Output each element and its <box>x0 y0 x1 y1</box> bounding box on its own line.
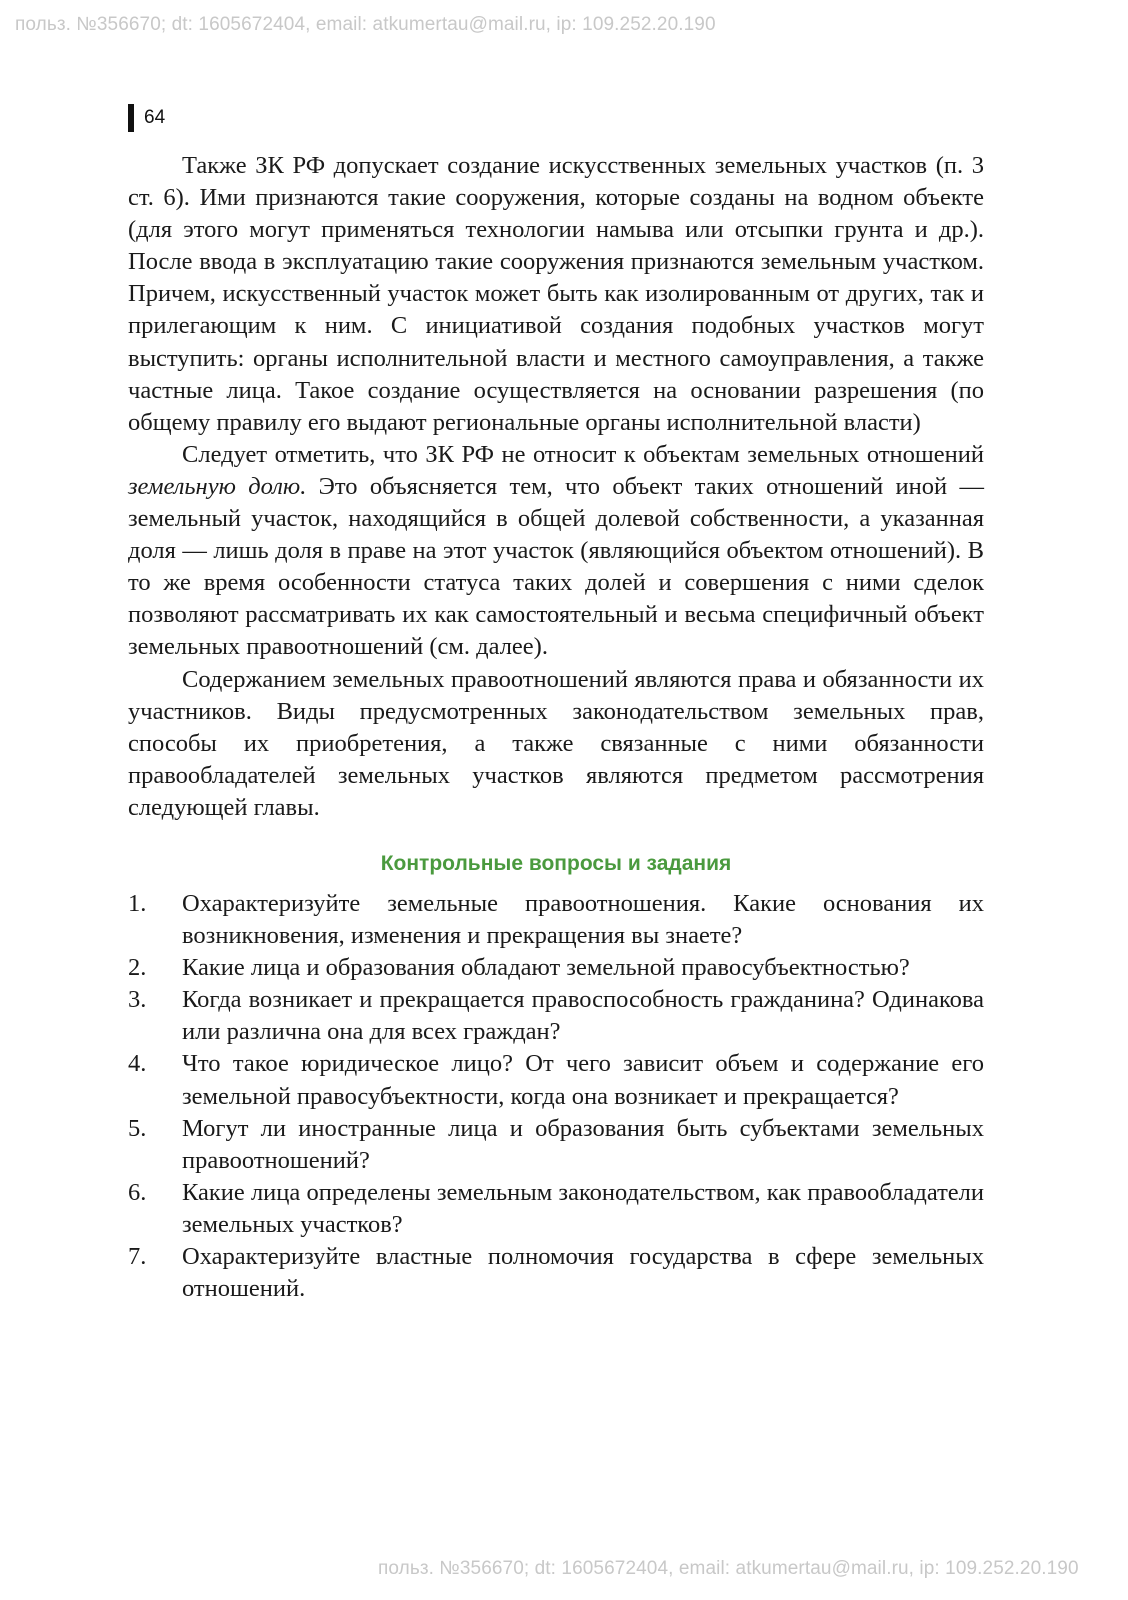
section-heading: Контрольные вопросы и задания <box>380 851 732 875</box>
question-item <box>128 952 984 984</box>
question-number: 1. <box>128 889 147 917</box>
question-item <box>128 888 984 952</box>
question-text: Что такое юридическое лицо? От чего зависит объем и содержание его земельной правосубъектности, когда она возникает и прекращается? <box>182 1050 984 1110</box>
question-number: 2. <box>128 954 147 982</box>
question-text: Охарактеризуйте властные полномочия государства в сфере земельных отношений. <box>182 1243 984 1303</box>
question-number: 4. <box>128 1050 147 1078</box>
question-item <box>128 1113 984 1177</box>
question-item <box>128 1048 984 1112</box>
question-number: 6. <box>128 1178 147 1206</box>
question-number: 5. <box>128 1114 147 1142</box>
question-item <box>128 1177 984 1241</box>
question-text: Могут ли иностранные лица и образования быть субъектами земельных правоотношений? <box>182 1114 984 1174</box>
page-number-text: 64 <box>144 107 166 128</box>
question-item <box>128 1241 984 1305</box>
paragraph-land-share-end: Это объясняется тем, что объект таких отношений иной — земельный участок, находящийся в общей долевой собственности, а указанная доля — лишь доля в праве на этот участок (являющийся объектом отношений). В то же время особенности статуса таких долей и совершения с ними сделок позволяют рассматривать их как самостоятельный и весьма специфичный объект земельных правоотношений (см. далее). <box>128 472 984 661</box>
paragraph-land-share <box>128 439 984 664</box>
questions-list <box>128 888 984 1305</box>
question-number: 7. <box>128 1243 147 1270</box>
page-body <box>128 150 984 1305</box>
emphasis-land-share: земельную долю. <box>128 472 307 500</box>
question-number: 3. <box>128 986 147 1014</box>
paragraph-artificial-plots: Также ЗК РФ допускает создание искусственных земельных участков (п. 3 ст. 6). Ими признаются такие сооружения, которые созданы на водном объекте (для этого могут применяться технологии намыва или отсыпки грунта и др.). После ввода в эксплуатацию такие сооружения признаются земельным участком. Причем, искусственный участок может быть как изолированным от других, так и прилегающим к ним. С инициативой создания подобных участков могут выступить: органы исполнительной власти и местного самоуправления, а также частные лица. Такое создание осуществляется на основании разрешения (по общему правилу его выдают региональные органы исполнительной власти) <box>128 152 984 436</box>
question-text: Охарактеризуйте земельные правоотношения. Какие основания их возникновения, изменения и прекращения вы знаете? <box>182 889 984 950</box>
question-item <box>128 984 984 1048</box>
question-text: Когда возникает и прекращается правоспособность гражданина? Одинакова или различна она для всех граждан? <box>182 986 984 1046</box>
page-number <box>128 104 165 132</box>
question-text: Какие лица определены земельным законодательством, как правообладатели земельных участков? <box>182 1178 984 1238</box>
question-text: Какие лица и образования обладают земельной правосубъектностью? <box>182 954 910 982</box>
watermark-bottom: польз. №356670; dt: 1605672404, email: atkumertau@mail.ru, ip: 109.252.20.190 <box>378 1558 1079 1579</box>
paragraph-content-of-relations: Содержанием земельных правоотношений являются права и обязанности их участников. Виды предусмотренных законодательством земельных прав, способы их приобретения, а также связанные с ними обязанности правообладателей земельных участков являются предметом рассмотрения следующей главы. <box>128 665 984 821</box>
paragraph-land-share-start: Следует отметить, что ЗК РФ не относит к объектам земельных отношений <box>182 440 984 468</box>
watermark-top: польз. №356670; dt: 1605672404, email: atkumertau@mail.ru, ip: 109.252.20.190 <box>15 14 716 35</box>
page-number-bar <box>128 104 134 132</box>
